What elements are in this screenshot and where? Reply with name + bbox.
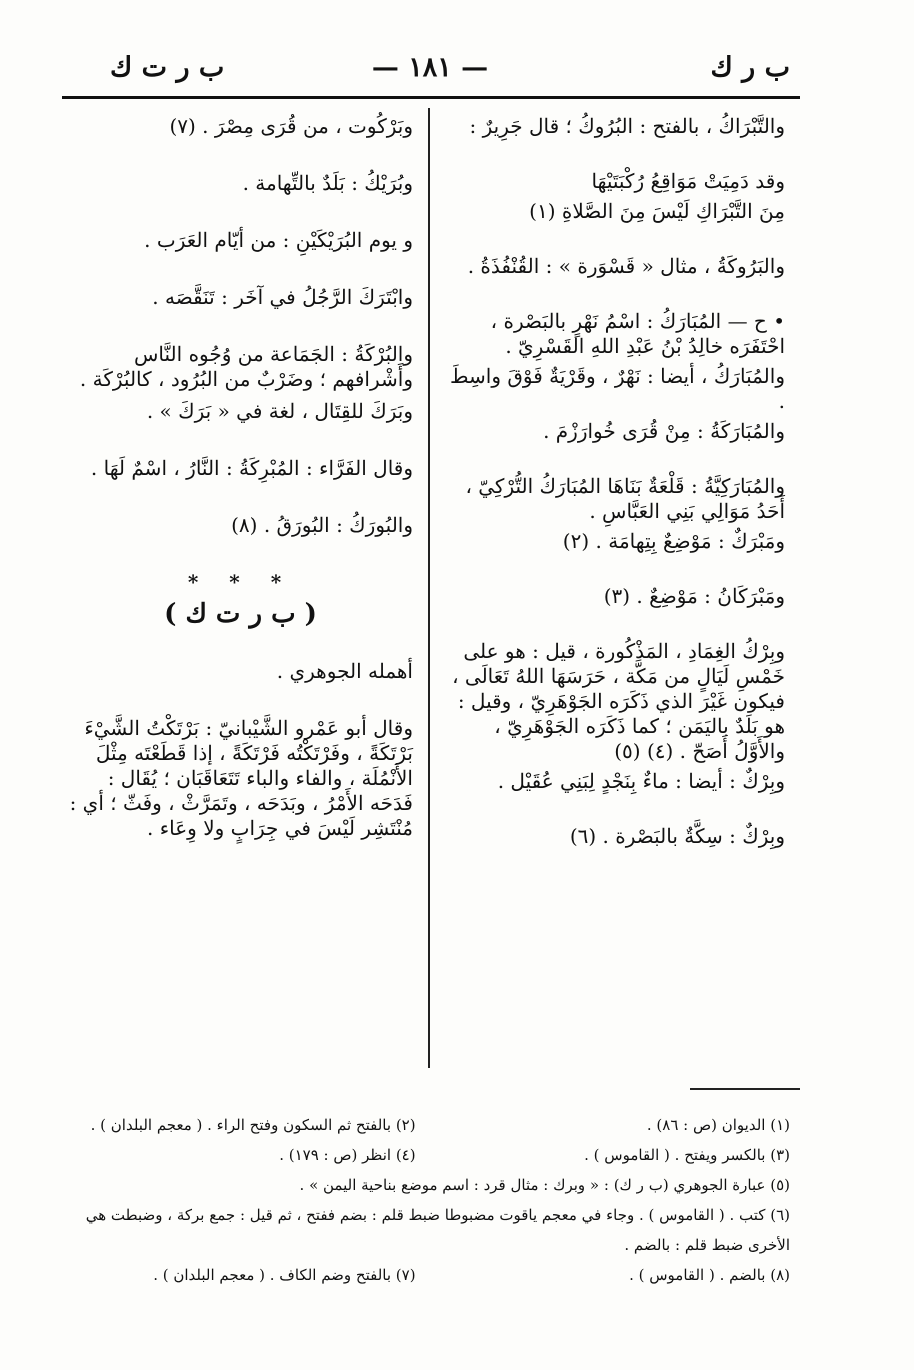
entry: والمُبَارَكُ ، أيضا : نَهْرٌ ، وقَرْيَةٌ فَوْقَ واسِطَ . (450, 364, 785, 413)
entry: وبِرْكٌ : أيضا : ماءٌ بِنَجْدٍ لِبَنِي عُقَيْل . (497, 769, 785, 793)
entry: • ح — المُبَارَكُ : اسْمُ نَهْرٍ بالبَصْرة ، احْتَفَرَه خالِدُ بْنُ عَبْدِ اللهِ القَسْرِيّ . (490, 309, 785, 358)
section-separator: * * * (187, 570, 294, 594)
entry: وبَرْكُوت ، من قُرَى مِصْرَ . (٧) (169, 114, 413, 138)
column-divider (428, 108, 430, 1068)
page-header (60, 52, 800, 92)
entry: والتَّبْرَاكُ ، بالفتح : البُرُوكُ ؛ قال جَرِيرٌ : (469, 114, 785, 138)
entry: وبِرْكٌ : سِكَّةٌ بالبَصْرة . (٦) (569, 824, 785, 848)
entry: وقال أبو عَمْرو الشَّيْبانيّ : بَرْتَكْتُ الشَّيْءَ بَرْتَكَةً ، وفَرْتَكْتُه فَرْتَكَةً ، إذا قَطَعْتَه مِثْلَ الأَنْمُلَة ، والفاء والباء تَتَعَاقَبَان ؛ يُقَال : فَدَحَه الأَمْرُ ، وبَدَحَه ، وتَمَرَّثْ ، وفَثّ ؛ أي : مُنْتَشِر لَيْسَ في جِرَابٍ ولا وِعَاء . (69, 716, 413, 840)
entry: ومَبْرَكٌ : مَوْضِعٌ بِتِهامَة . (٢) (562, 529, 785, 553)
footnote: (٧) بالفتح وضم الكاف . ( معجم البلدان ) . (153, 1266, 416, 1284)
footnote: (٦) كتب . ( القاموس ) . وجاء في معجم ياقوت مضبوطا ضبط قلم : بضم ففتح ، ثم قيل : جمع بركة ، وضبطت هي الأخرى ضبط قلم : بالضم . (85, 1206, 790, 1254)
footnote: (٥) عبارة الجوهري (ب ر ك) : « وبرك : مثال قرد : اسم موضع بناحية اليمن » . (299, 1176, 790, 1194)
entry: وبَرَكَ للقِتَال ، لغة في « بَرَكَ » . (146, 399, 413, 423)
footnote: (٤) انظر (ص : ١٧٩) . (279, 1146, 416, 1164)
footnote: (١) الديوان (ص : ٨٦) . (646, 1116, 790, 1134)
section-title: ( ب ر ت ك ) (164, 599, 317, 629)
entry: وابْتَرَكَ الرَّجُلُ في آخَر : تَنَقَّصَه . (152, 285, 413, 309)
entry: والبَرُوكَةُ ، مثال « قَسْوَرة » : القُنْفُذَةُ . (467, 254, 785, 278)
entry: والمُبَارَكِيَّةُ : قَلْعَةٌ بَنَاهَا المُبَارَكُ التُّرْكِيّ ، أَحَدُ مَوَالِي بَنِي العَبَّاسِ . (465, 474, 785, 523)
root-heading-left: ب ر ت ك (110, 52, 225, 83)
entry: والمُبَارَكَةُ : مِنْ قُرَى خُوارَزْمَ . (543, 419, 785, 443)
entry: وبِرْكُ الغِمَادِ ، المَذْكُورة ، قيل : هو على خَمْسِ لَيَالٍ من مَكَّة ، حَرَسَهَا اللهُ تَعَالَى ، فيكون غَيْرَ الذي ذَكَرَه الجَوْهَرِيّ ، وقيل : هو بَلَدٌ باليَمَن ؛ كما ذَكَرَه الجَوْهَرِيّ ، والأَوَّلُ أَصَحّ . (٤) (٥) (452, 639, 785, 763)
page-number: — ١٨١ — (371, 52, 489, 83)
left-column (68, 114, 413, 848)
entry: و يوم البُرَيْكَيْنِ : من أيّام العَرَب . (144, 228, 413, 252)
entry: ومَبْرَكَانُ : مَوْضِعٌ . (٣) (603, 584, 785, 608)
entry: وقال الفَرَّاء : المُبْرِكَةُ : النَّارُ ، اسْمٌ لَهَا . (90, 456, 413, 480)
entry: والبُورَكُ : البُورَقُ . (٨) (231, 513, 413, 537)
header-rule (62, 96, 800, 99)
verse-line: وقد دَمِيَتْ مَوَاقِعُ رُكْبَتَيْهَا (591, 169, 785, 193)
entry: أهمله الجوهري . (276, 659, 413, 683)
root-heading-right: ب ر ك (710, 52, 790, 83)
footnotes (70, 1110, 790, 1290)
right-column (440, 114, 785, 879)
footnote: (٣) بالكسر ويفتح . ( القاموس ) . (584, 1146, 790, 1164)
verse-line: مِنَ التَّبْرَاكِ لَيْسَ مِنَ الصَّلاةِ (١) (529, 199, 785, 223)
footnote-rule (690, 1088, 800, 1090)
entry: وبُرَيْكُ : بَلَدٌ بالتِّهامة . (242, 171, 413, 195)
footnote: (٢) بالفتح ثم السكون وفتح الراء . ( معجم البلدان ) . (90, 1116, 416, 1134)
entry: والبُرْكَةُ : الجَمَاعة من وُجُوه النَّاس وأَشْرافهم ؛ وضَرْبٌ من البُرُود ، كالبُرْكَة . (79, 342, 413, 391)
footnote: (٨) بالضم . ( القاموس ) . (629, 1266, 790, 1284)
